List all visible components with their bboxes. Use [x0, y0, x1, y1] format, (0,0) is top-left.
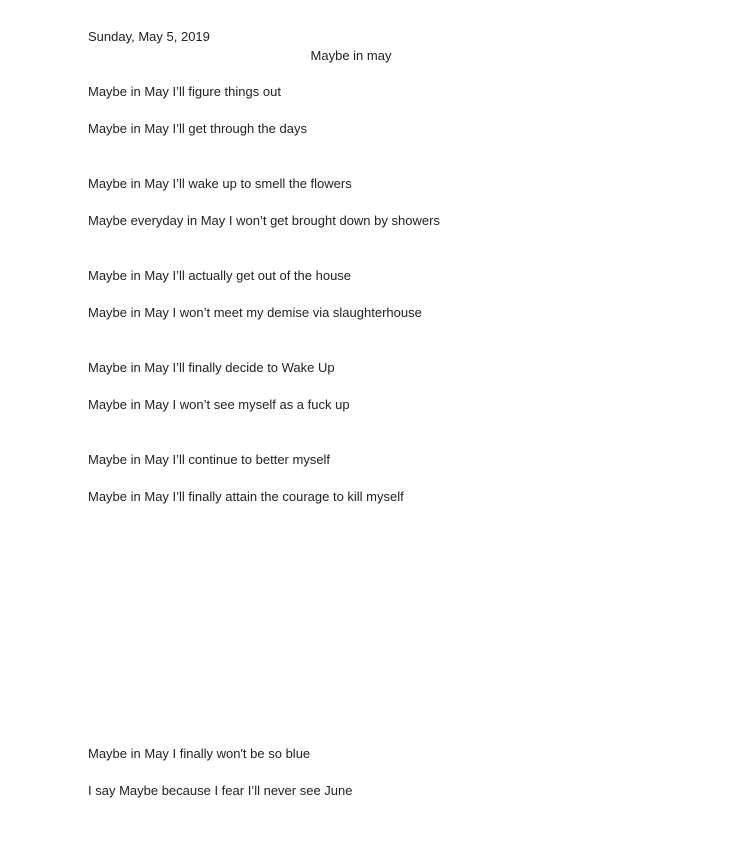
poem-line-9: Maybe in May I’ll continue to better myself	[88, 452, 331, 467]
poem-line-8: Maybe in May I won’t see myself as a fuck up	[88, 397, 350, 412]
poem-line-6: Maybe in May I won’t meet my demise via slaughterhouse	[88, 305, 422, 320]
poem-line-5: Maybe in May I’ll actually get out of the house	[88, 268, 352, 283]
poem-line-3: Maybe in May I’ll wake up to smell the flowers	[88, 176, 352, 191]
poem-line-11: Maybe in May I finally won't be so blue	[88, 746, 311, 761]
poem-line-7: Maybe in May I’ll finally decide to Wake Up	[88, 360, 335, 375]
poem-line-1: Maybe in May I’ll figure things out	[88, 84, 281, 99]
poem-line-12: I say Maybe because I fear I’ll never see June	[88, 783, 353, 798]
poem-line-2: Maybe in May I’ll get through the days	[88, 121, 307, 136]
poem-line-4: Maybe everyday in May I won’t get brought down by showers	[88, 213, 440, 228]
poem-line-10: Maybe in May I’ll finally attain the courage to kill myself	[88, 489, 404, 504]
document-date: Sunday, May 5, 2019	[88, 29, 210, 44]
document-title: Maybe in may	[310, 48, 392, 63]
